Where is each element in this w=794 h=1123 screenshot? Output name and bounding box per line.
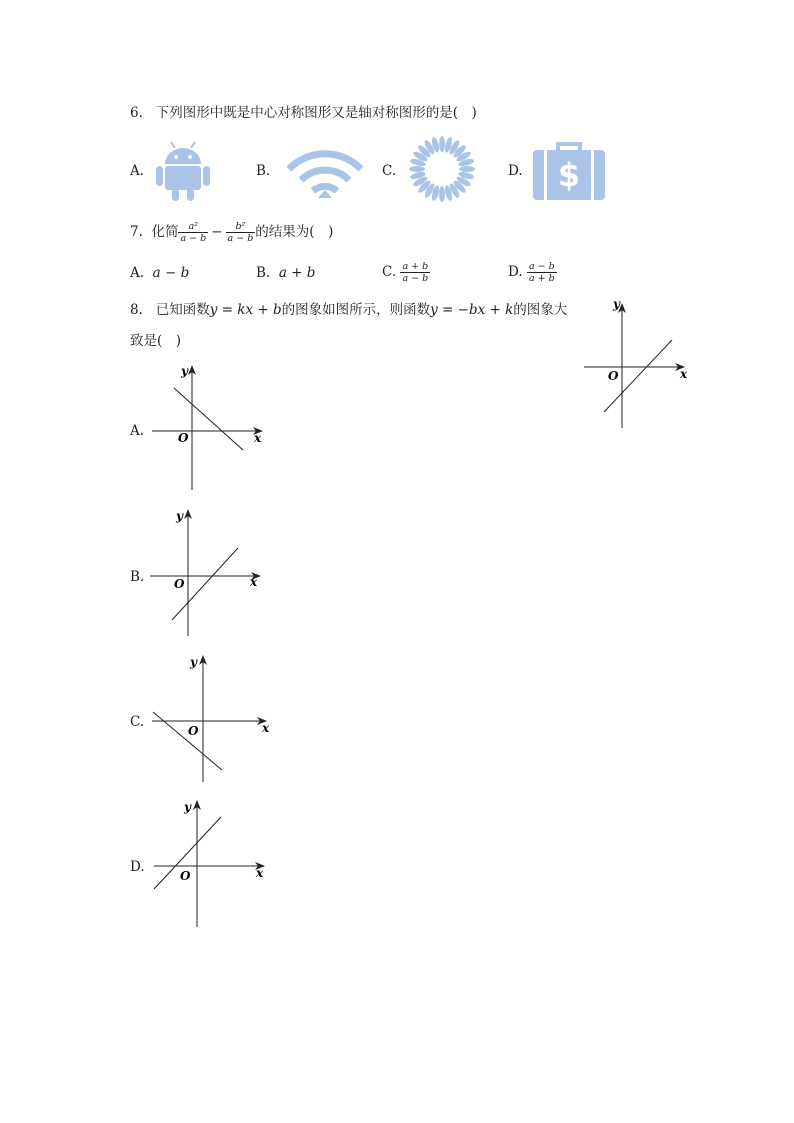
- q7-frac1-numerator: a²: [178, 221, 208, 233]
- q8-option-b-label[interactable]: B.: [130, 569, 145, 585]
- b-y-label: y: [176, 509, 183, 523]
- q8-stem-part1: 已知函数: [155, 302, 210, 318]
- q8-reference-graph: [580, 298, 690, 433]
- a-x-label: x: [254, 431, 262, 445]
- q7-option-c-denominator: a − b: [402, 272, 429, 284]
- q6-number: 6.: [130, 105, 143, 121]
- q8-option-d-graph[interactable]: [150, 797, 274, 932]
- q7-stem-prefix: 化简: [151, 224, 179, 240]
- q6-stem: [130, 104, 477, 122]
- q7-fraction-1: [178, 221, 208, 244]
- q8-func2: y = −bx + k: [430, 302, 514, 318]
- q7-minus: −: [211, 224, 223, 240]
- q8-stem-line2: 致是( ): [130, 333, 182, 349]
- a-y-label: y: [181, 364, 188, 378]
- q8-number: 8.: [130, 302, 143, 318]
- q8-option-a-graph[interactable]: [148, 360, 268, 495]
- q8-func1: y = kx + b: [209, 302, 282, 318]
- q7-stem-suffix: 的结果为( ): [255, 224, 334, 240]
- q8-option-c-label[interactable]: C.: [130, 714, 145, 730]
- q8-option-d-label[interactable]: D.: [130, 859, 145, 875]
- q7-frac2-numerator: b²: [226, 221, 256, 233]
- q8-option-c-graph[interactable]: [148, 652, 276, 787]
- c-origin-label: O: [188, 724, 199, 738]
- q8-option-b-graph[interactable]: [146, 506, 266, 641]
- ref-origin-label: O: [608, 369, 619, 383]
- q7-frac2-denominator: a − b: [227, 232, 254, 244]
- q7-option-c-numerator: a + b: [402, 260, 429, 272]
- q8-stem-part2: 的图象如图所示，则函数: [281, 302, 431, 318]
- ref-x-label: x: [680, 367, 688, 381]
- q7-option-d[interactable]: [508, 257, 557, 287]
- wifi-icon: [285, 143, 365, 203]
- dollar-briefcase-icon: [532, 140, 606, 202]
- q7-option-b[interactable]: [256, 264, 315, 282]
- svg-text:$: $: [557, 156, 581, 194]
- q7-option-d-numerator: a − b: [528, 260, 555, 272]
- d-y-label: y: [184, 800, 191, 814]
- q7-option-b-label: B.: [256, 265, 271, 281]
- d-x-label: x: [256, 866, 264, 880]
- q6-option-a-label[interactable]: A.: [130, 163, 145, 179]
- q7-option-d-fraction: [527, 261, 557, 284]
- q6-option-d-label[interactable]: D.: [508, 163, 523, 179]
- c-x-label: x: [262, 721, 270, 735]
- q7-option-c-label: C.: [382, 264, 397, 280]
- q7-option-d-denominator: a + b: [528, 272, 555, 284]
- q7-stem: [130, 217, 333, 247]
- b-origin-label: O: [174, 577, 185, 591]
- q8-stem-part3: 的图象大: [513, 302, 568, 318]
- q8-stem-line1: [130, 301, 567, 319]
- d-origin-label: O: [180, 869, 191, 883]
- b-x-label: x: [250, 575, 258, 589]
- q8-option-a-label[interactable]: A.: [130, 423, 145, 439]
- q7-option-c[interactable]: [382, 257, 430, 287]
- c-y-label: y: [190, 655, 197, 669]
- sunburst-ring-icon: [404, 136, 480, 202]
- q6-option-b-label[interactable]: B.: [256, 163, 271, 179]
- q7-number: 7.: [130, 224, 143, 240]
- q7-fraction-2: [226, 221, 256, 244]
- ref-y-label: y: [613, 298, 620, 311]
- q7-option-b-expr: a + b: [278, 265, 316, 281]
- q6-option-c-label[interactable]: C.: [382, 163, 397, 179]
- q7-option-d-label: D.: [508, 264, 523, 280]
- a-origin-label: O: [178, 431, 189, 445]
- android-icon: [155, 140, 211, 202]
- q7-frac1-denominator: a − b: [180, 232, 207, 244]
- q7-option-a-expr: a − b: [152, 265, 190, 281]
- q7-option-c-fraction: [400, 261, 430, 284]
- q7-option-a[interactable]: [130, 264, 189, 282]
- q7-option-a-label: A.: [130, 265, 145, 281]
- q6-stem-text: 下列图形中既是中心对称图形又是轴对称图形的是( ): [155, 105, 477, 121]
